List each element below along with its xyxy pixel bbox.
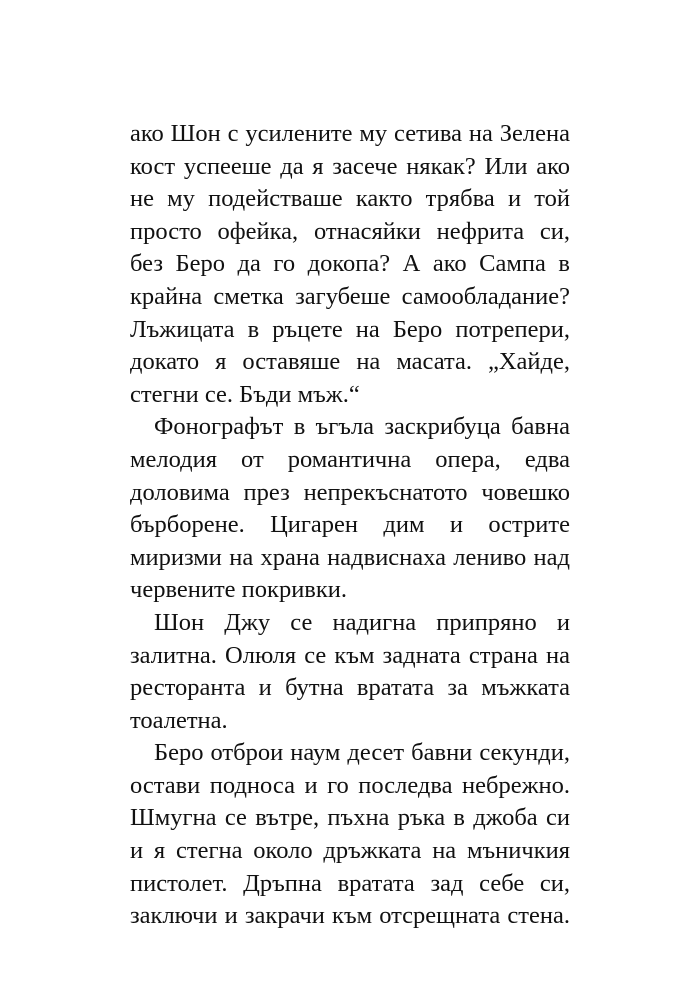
paragraph-1	[130, 118, 570, 411]
text-line: остави подноса и го последва небрежно.	[130, 771, 570, 799]
paragraph-3	[130, 607, 570, 737]
text-line: просто офейка, отнасяйки нефрита си,	[130, 217, 570, 245]
text-line: червените покривки.	[130, 576, 348, 604]
text-line: не му подействаше както трябва и той	[130, 185, 570, 213]
text-line: крайна сметка загубеше самообладание?	[130, 282, 570, 310]
text-line: Шмугна се вътре, пъхна ръка в джоба си	[130, 804, 570, 832]
text-line: миризми на храна надвиснаха лениво над	[130, 543, 570, 571]
text-line: и я стегна около дръжката на мъничкия	[130, 837, 570, 865]
text-line: ако Шон с усилените му сетива на Зелена	[130, 120, 570, 147]
text-line: Лъжицата в ръцете на Беро потрепери,	[130, 315, 570, 343]
text-line: без Беро да го докопа? А ако Сампа в	[130, 250, 570, 278]
text-line: тоалетна.	[130, 706, 228, 734]
text-line: доловима през непрекъснатото човешко	[130, 478, 570, 506]
text-line: ресторанта и бутна вратата за мъжката	[130, 674, 570, 702]
text-line: кост успееше да я засече някак? Или ако	[130, 152, 570, 180]
text-line: мелодия от романтична опера, едва	[130, 445, 570, 473]
text-line: докато я оставяше на масата. „Хайде,	[130, 348, 570, 376]
text-line: Фонографът в ъгъла заскрибуца бавна	[154, 413, 570, 441]
text-line: пистолет. Дръпна вратата зад себе си,	[130, 869, 570, 897]
text-line: заключи и закрачи към отсрещната стена.	[130, 902, 570, 930]
text-line: стегни се. Бъди мъж.“	[130, 380, 360, 408]
paragraph-2	[130, 411, 570, 607]
text-line: Шон Джу се надигна припряно и	[154, 608, 570, 636]
paragraph-4	[130, 737, 570, 933]
text-line: бърборене. Цигарен дим и острите	[130, 511, 570, 539]
body-text	[130, 118, 570, 933]
text-line: Беро отброи наум десет бавни секунди,	[154, 739, 570, 767]
text-line: залитна. Олюля се към задната страна на	[130, 641, 570, 669]
